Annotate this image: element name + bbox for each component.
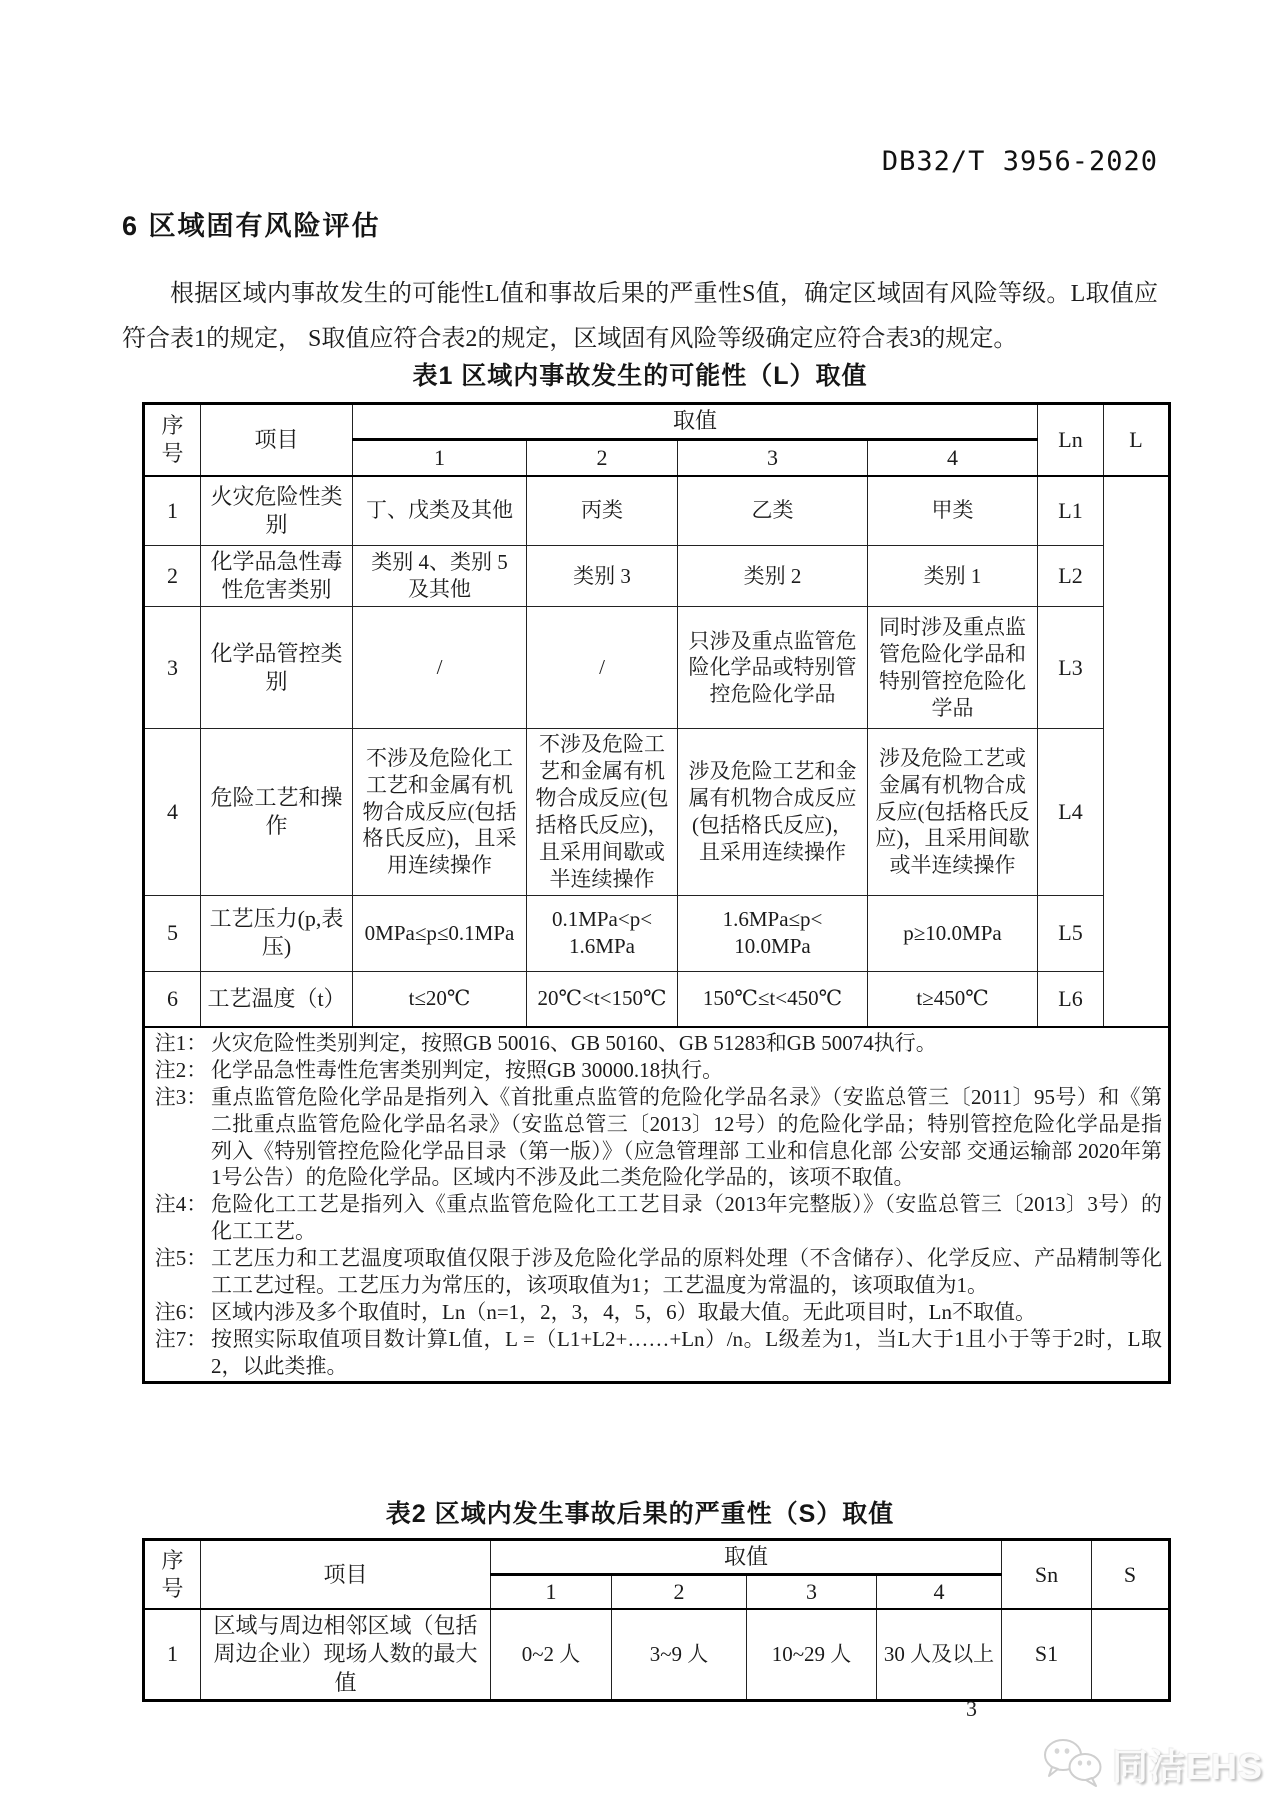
- section-heading: 6 区域固有风险评估: [122, 211, 381, 241]
- note-2: [151, 1057, 1162, 1084]
- value-cell: p≥10.0MPa: [868, 895, 1038, 971]
- header-cell-seq: 序号: [144, 404, 201, 476]
- item-cell: 火灾危险性类别: [201, 476, 353, 546]
- header-cell-4: 4: [877, 1575, 1002, 1610]
- value-cell: 只涉及重点监管危险化学品或特别管控危险化学品: [678, 607, 868, 729]
- header-cell-value: 取值: [491, 1540, 1002, 1575]
- table-row: [144, 971, 1170, 1027]
- ln-cell: L5: [1038, 895, 1104, 971]
- value-cell: 3~9 人: [612, 1609, 747, 1700]
- note-label: 注7：: [154, 1326, 208, 1351]
- seq-cell: 1: [144, 476, 201, 546]
- note-7: [151, 1326, 1162, 1380]
- value-cell: 类别 2: [678, 546, 868, 607]
- table-row: [144, 729, 1170, 895]
- ln-cell: L6: [1038, 971, 1104, 1027]
- note-text: 按照实际取值项目数计算L值，L =（L1+L2+……+Ln）/n。L级差为1，当L大于1且小于等于2时，L取2，以此类推。: [211, 1326, 1163, 1378]
- value-cell: 甲类: [868, 476, 1038, 546]
- value-cell: 0MPa≤p≤0.1MPa: [353, 895, 527, 971]
- table1-header-row: [144, 404, 1170, 440]
- value-cell: 不涉及危险化工工艺和金属有机物合成反应(包括格氏反应)，且采用连续操作: [353, 729, 527, 895]
- note-label: 注2：: [154, 1057, 208, 1082]
- table-row: [144, 895, 1170, 971]
- header-cell-1: 1: [491, 1575, 612, 1610]
- seq-cell: 3: [144, 607, 201, 729]
- value-cell: 30 人及以上: [877, 1609, 1002, 1700]
- note-5: [151, 1245, 1162, 1299]
- note-label: 注6：: [154, 1299, 208, 1324]
- value-cell: 丙类: [527, 476, 678, 546]
- page-number: 3: [966, 1696, 977, 1721]
- note-6: [151, 1299, 1162, 1326]
- l-value-cell: [1104, 476, 1170, 1028]
- seq-cell: 5: [144, 895, 201, 971]
- note-text: 工艺压力和工艺温度项取值仅限于涉及危险化学品的原料处理（不含储存）、化学反应、产品精制等化工工艺过程。工艺压力为常压的，该项取值为1；工艺温度为常温的，该项取值为1。: [211, 1246, 1163, 1297]
- s-value-cell: [1092, 1609, 1170, 1700]
- header-cell-sn: Sn: [1002, 1540, 1092, 1610]
- table-row: [144, 546, 1170, 607]
- table2-title: 表2 区域内发生事故后果的严重性（S）取值: [385, 1500, 895, 1528]
- value-cell: t≤20℃: [353, 971, 527, 1027]
- item-cell: 工艺温度（t）: [201, 971, 353, 1027]
- header-cell-4: 4: [868, 440, 1038, 476]
- value-cell: 丁、戊类及其他: [353, 476, 527, 546]
- header-cell-3: 3: [678, 440, 868, 476]
- header-cell-3: 3: [747, 1575, 877, 1610]
- table-row: [144, 1609, 1170, 1700]
- seq-cell: 1: [144, 1609, 201, 1700]
- note-text: 火灾危险性类别判定，按照GB 50016、GB 50160、GB 51283和GB 50074执行。: [211, 1031, 937, 1056]
- watermark: [1042, 1736, 1263, 1793]
- ln-cell: L3: [1038, 607, 1104, 729]
- value-cell: 0~2 人: [491, 1609, 612, 1700]
- value-cell: 20℃<t<150℃: [527, 971, 678, 1027]
- note-text: 区域内涉及多个取值时，Ln（n=1，2，3，4，5，6）取最大值。无此项目时，Ln不取值。: [211, 1299, 1036, 1324]
- value-cell: 乙类: [678, 476, 868, 546]
- value-cell: 涉及危险工艺和金属有机物合成反应(包括格氏反应)，且采用连续操作: [678, 729, 868, 895]
- ln-cell: L1: [1038, 476, 1104, 546]
- value-cell: 1.6MPa≤p< 10.0MPa: [678, 895, 868, 971]
- note-label: 注3：: [154, 1084, 208, 1109]
- note-text: 化学品急性毒性危害类别判定，按照GB 30000.18执行。: [211, 1057, 724, 1082]
- item-cell: 区域与周边相邻区域（包括周边企业）现场人数的最大值: [201, 1609, 491, 1700]
- value-cell: 类别 3: [527, 546, 678, 607]
- value-cell: 10~29 人: [747, 1609, 877, 1700]
- table2-header-row: [144, 1540, 1170, 1575]
- intro-paragraph: 根据区域内事故发生的可能性L值和事故后果的严重性S值，确定区域固有风险等级。L取值应符合表1的规定， S取值应符合表2的规定，区域固有风险等级确定应符合表3的规定。: [122, 281, 1158, 352]
- table2-s-values: [142, 1538, 1171, 1702]
- watermark-text: 同洁EHS: [1112, 1746, 1264, 1787]
- value-cell: 类别 1: [868, 546, 1038, 607]
- value-cell: /: [527, 607, 678, 729]
- seq-cell: 2: [144, 546, 201, 607]
- item-cell: 化学品管控类别: [201, 607, 353, 729]
- note-label: 注5：: [154, 1246, 208, 1271]
- value-cell: 0.1MPa<p< 1.6MPa: [527, 895, 678, 971]
- note-text: 危险化工工艺是指列入《重点监管危险化工工艺目录（2013年完整版）》（安监总管三〔2013〕3号）的化工工艺。: [211, 1192, 1163, 1244]
- header-cell-value: 取值: [353, 404, 1038, 440]
- ln-cell: L2: [1038, 546, 1104, 607]
- table1-title: 表1 区域内事故发生的可能性（L）取值: [412, 362, 868, 390]
- value-cell: 涉及危险工艺或金属有机物合成反应(包括格氏反应)，且采用间歇或半连续操作: [868, 729, 1038, 895]
- table-row: [144, 607, 1170, 729]
- note-text: 重点监管危险化学品是指列入《首批重点监管的危险化学品名录》（安监总管三〔2011〕95号）和《第二批重点监管危险化学品名录》（安监总管三〔2013〕12号）的危险化学品；特别管控危险化学品是指列入《特别管控危险化学品目录（第一版）》（应急管理部 工业和信息化部 公安部 交通运输部 2020年第1号公告）的危险化学品。区域内不涉及此二类危险化学品的，该项不取值。: [211, 1084, 1163, 1190]
- value-cell: 不涉及危险工艺和金属有机物合成反应(包括格氏反应)，且采用间歇或半连续操作: [527, 729, 678, 895]
- header-cell-1: 1: [353, 440, 527, 476]
- header-cell-seq: 序号: [144, 1540, 201, 1610]
- header-cell-ln: Ln: [1038, 404, 1104, 476]
- seq-cell: 6: [144, 971, 201, 1027]
- header-cell-s: S: [1092, 1540, 1170, 1610]
- item-cell: 化学品急性毒性危害类别: [201, 546, 353, 607]
- notes-cell: [144, 1027, 1170, 1383]
- table1-notes-row: [144, 1027, 1170, 1383]
- table-row: [144, 476, 1170, 546]
- header-cell-2: 2: [612, 1575, 747, 1610]
- note-label: 注1：: [154, 1031, 208, 1056]
- item-cell: 工艺压力(p,表压): [201, 895, 353, 971]
- note-4: [151, 1191, 1162, 1245]
- seq-cell: 4: [144, 729, 201, 895]
- value-cell: 150℃≤t<450℃: [678, 971, 868, 1027]
- ln-cell: L4: [1038, 729, 1104, 895]
- note-label: 注4：: [154, 1192, 208, 1217]
- item-cell: 危险工艺和操作: [201, 729, 353, 895]
- header-cell-item: 项目: [201, 1540, 491, 1610]
- value-cell: t≥450℃: [868, 971, 1038, 1027]
- standard-number: DB32/T 3956-2020: [881, 146, 1158, 177]
- header-cell-item: 项目: [201, 404, 353, 476]
- header-cell-2: 2: [527, 440, 678, 476]
- value-cell: 类别 4、类别 5 及其他: [353, 546, 527, 607]
- sn-cell: S1: [1002, 1609, 1092, 1700]
- note-3: [151, 1084, 1162, 1192]
- table1-l-values: [142, 402, 1171, 1384]
- note-1: [151, 1030, 1162, 1057]
- header-cell-l: L: [1104, 404, 1170, 476]
- value-cell: 同时涉及重点监管危险化学品和特别管控危险化学品: [868, 607, 1038, 729]
- value-cell: /: [353, 607, 527, 729]
- wechat-icon: [1042, 1736, 1106, 1793]
